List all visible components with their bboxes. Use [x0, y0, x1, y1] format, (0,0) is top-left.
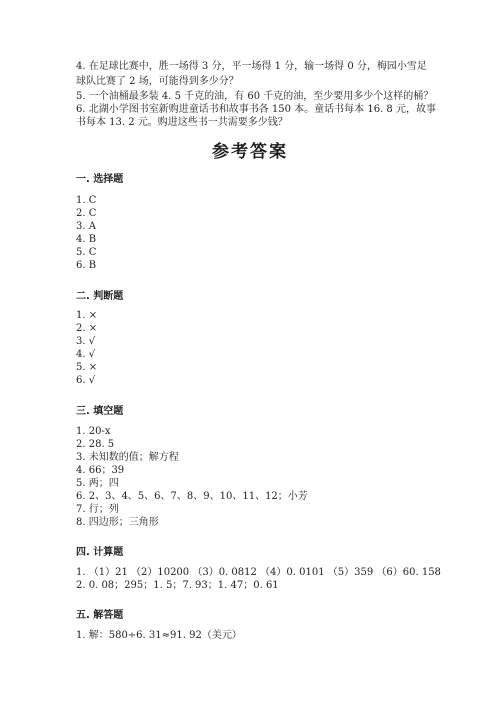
problem-line: 6. 北湖小学图书室新购进童话书和故事书各 150 本。童话书每本 16. 8 元，故事 — [76, 104, 436, 115]
answer-item: 1. C — [76, 195, 97, 206]
answer-item: 4. B — [76, 234, 97, 245]
answer-item: 1. 解：580÷6. 31≈91. 92（美元） — [76, 630, 242, 641]
section-heading-solve: 五. 解答题 — [76, 610, 124, 621]
answer-item: 1. （1）21 （2）10200 （3）0. 0812 （4）0. 0101 （5）359 （6）60. 158 — [76, 567, 441, 578]
section-heading-judge: 二. 判断题 — [76, 291, 124, 302]
answer-item: 6. √ — [76, 375, 96, 386]
answer-item: 5. × — [76, 362, 98, 373]
section-heading-choice: 一. 选择题 — [76, 174, 124, 185]
problem-line: 球队比赛了 2 场，可能得到多少分？ — [76, 76, 239, 87]
problem-line: 书每本 13. 2 元。购进这些书一共需要多少钱？ — [76, 117, 288, 128]
answer-item: 1. 20-x — [76, 426, 111, 437]
answer-item: 4. √ — [76, 349, 96, 360]
answer-item: 2. 0. 08；295；1. 5；7. 93；1. 47；0. 61 — [76, 580, 279, 591]
answer-item: 2. × — [76, 323, 98, 334]
answer-item: 3. 未知数的值；解方程 — [76, 452, 179, 463]
answer-item: 2. 28. 5 — [76, 439, 115, 450]
answer-item: 5. C — [76, 247, 97, 258]
answer-item: 5. 两；四 — [76, 478, 119, 489]
answer-item: 3. √ — [76, 336, 96, 347]
section-heading-fill: 三. 填空题 — [76, 406, 124, 417]
answer-item: 4. 66；39 — [76, 465, 125, 476]
answer-item: 8. 四边形；三角形 — [76, 517, 159, 528]
problem-line: 4. 在足球比赛中，胜一场得 3 分，平一场得 1 分，输一场得 0 分，梅园小雪足 — [76, 61, 427, 72]
answer-item: 7. 行；列 — [76, 504, 119, 515]
section-heading-calc: 四. 计算题 — [76, 547, 124, 558]
answer-item: 1. × — [76, 310, 98, 321]
answer-item: 2. C — [76, 208, 97, 219]
answer-item: 6. B — [76, 260, 97, 271]
answer-title: 参考答案 — [212, 142, 288, 162]
problem-line: 5. 一个油桶最多装 4. 5 千克的油，有 60 千克的油，至少要用多少个这样的桶？ — [76, 91, 434, 102]
answer-item: 3. A — [76, 221, 96, 232]
answer-item: 6. 2、3、4、5、6、7、8、9、10、11、12；小芳 — [76, 491, 308, 502]
